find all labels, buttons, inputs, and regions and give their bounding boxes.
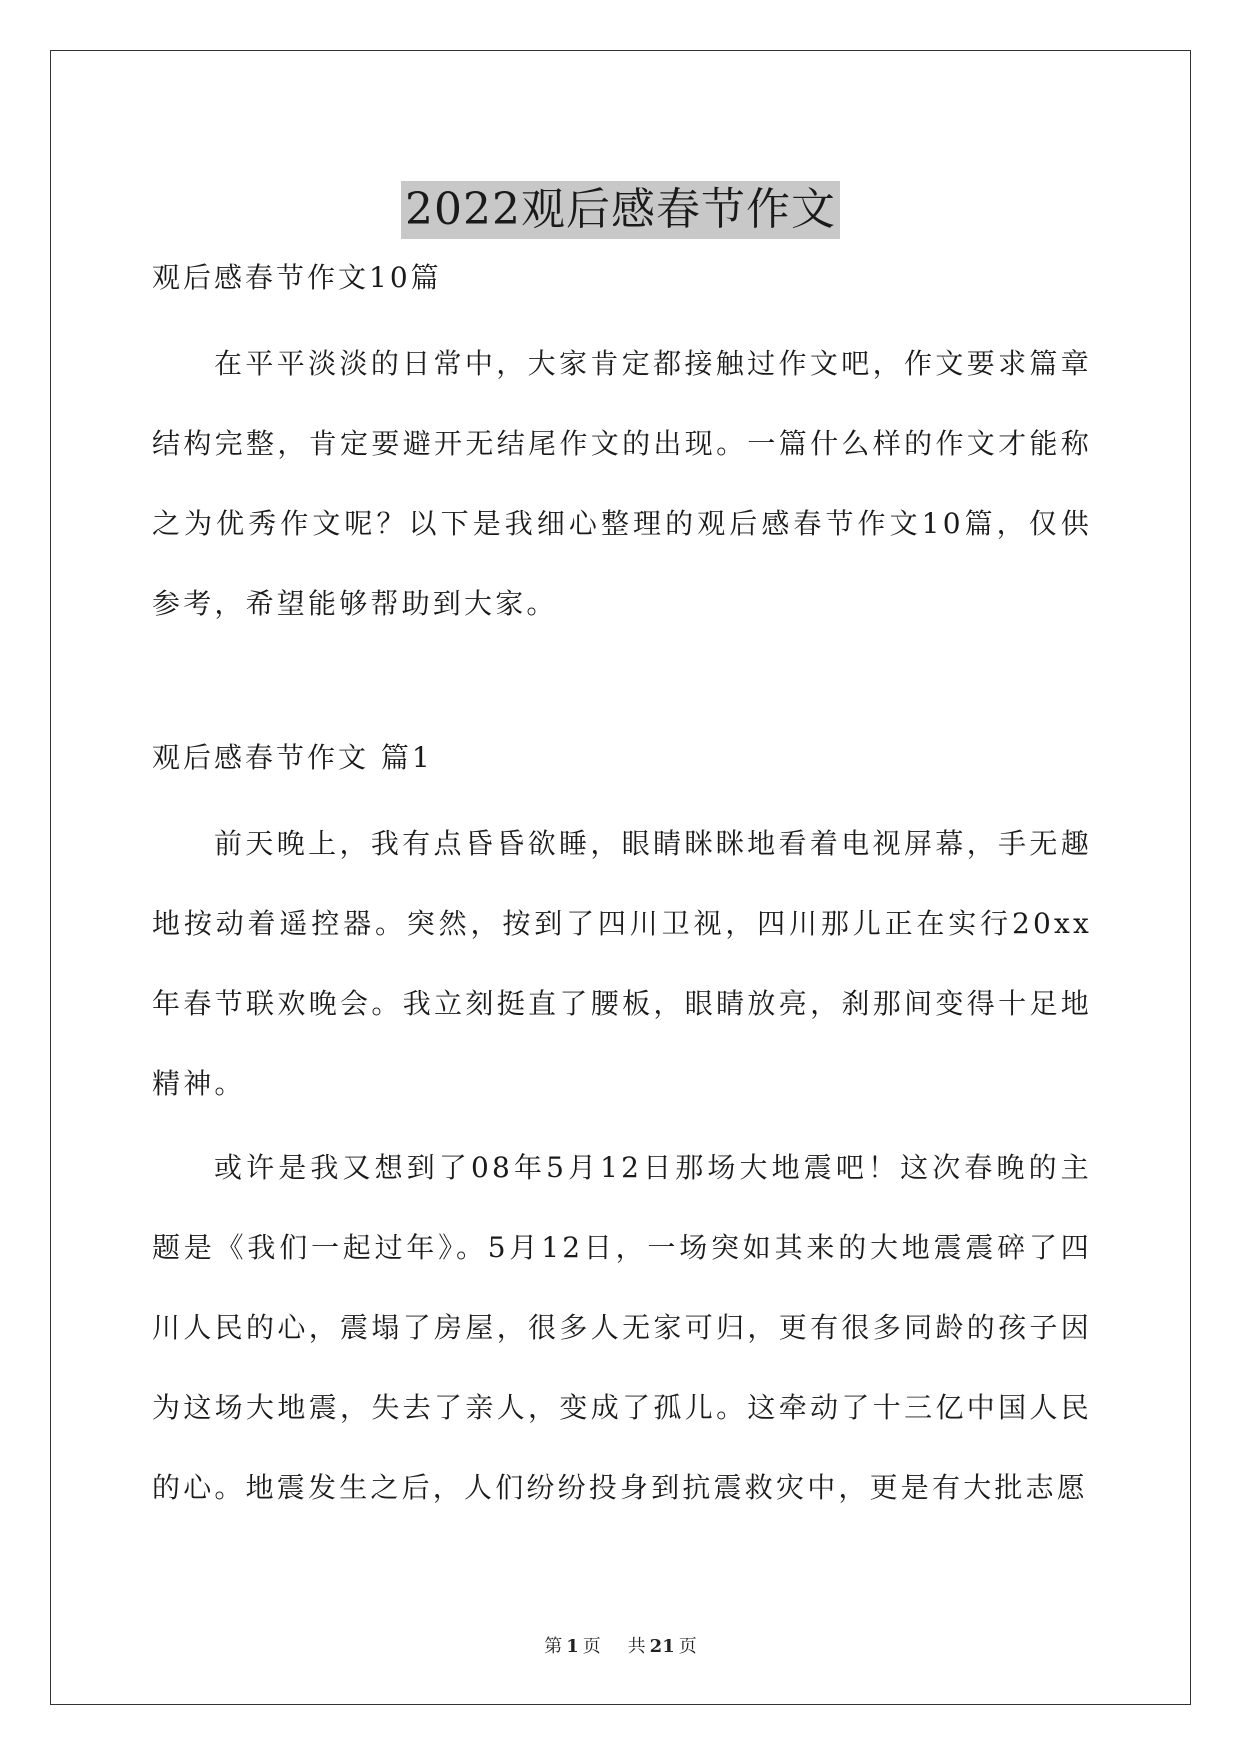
page-title: 2022观后感春节作文 — [401, 181, 840, 239]
body-paragraph-1: 前天晚上，我有点昏昏欲睡，眼睛眯眯地看着电视屏幕，手无趣地按动着遥控器。突然，按到了四川卫视，四川那儿正在实行20xx年春节联欢晚会。我立刻挺直了腰板，眼睛放亮，刹那间变得十足地精神。 — [152, 827, 1092, 1100]
footer-total-prefix: 共 — [627, 1636, 646, 1657]
current-page-number: 1 — [566, 1636, 579, 1657]
page-footer — [0, 1632, 1241, 1658]
section-heading: 观后感春节作文 篇1 — [152, 741, 433, 774]
spacer — [152, 644, 1092, 716]
footer-total-suffix: 页 — [678, 1636, 697, 1657]
footer-page-suffix: 页 — [582, 1636, 601, 1657]
body-paragraph-2: 或许是我又想到了08年5月12日那场大地震吧！这次春晚的主题是《我们一起过年》。5月12日，一场突如其来的大地震震碎了四川人民的心，震塌了房屋，很多人无家可归，更有很多同龄的孩子因为这场大地震，失去了亲人，变成了孤儿。这牵动了十三亿中国人民的心。地震发生之后，人们纷纷投身到抗震救灾中，更是有大批志愿 — [152, 1151, 1092, 1504]
intro-paragraph: 在平平淡淡的日常中，大家肯定都接触过作文吧，作文要求篇章结构完整，肯定要避开无结尾作文的出现。一篇什么样的作文才能称之为优秀作文呢？以下是我细心整理的观后感春节作文10篇，仅供参考，希望能够帮助到大家。 — [152, 347, 1092, 620]
total-pages: 21 — [649, 1636, 675, 1657]
document-subtitle: 观后感春节作文10篇 — [152, 261, 442, 294]
document-body — [152, 236, 1092, 1528]
footer-prefix: 第 — [544, 1636, 563, 1657]
